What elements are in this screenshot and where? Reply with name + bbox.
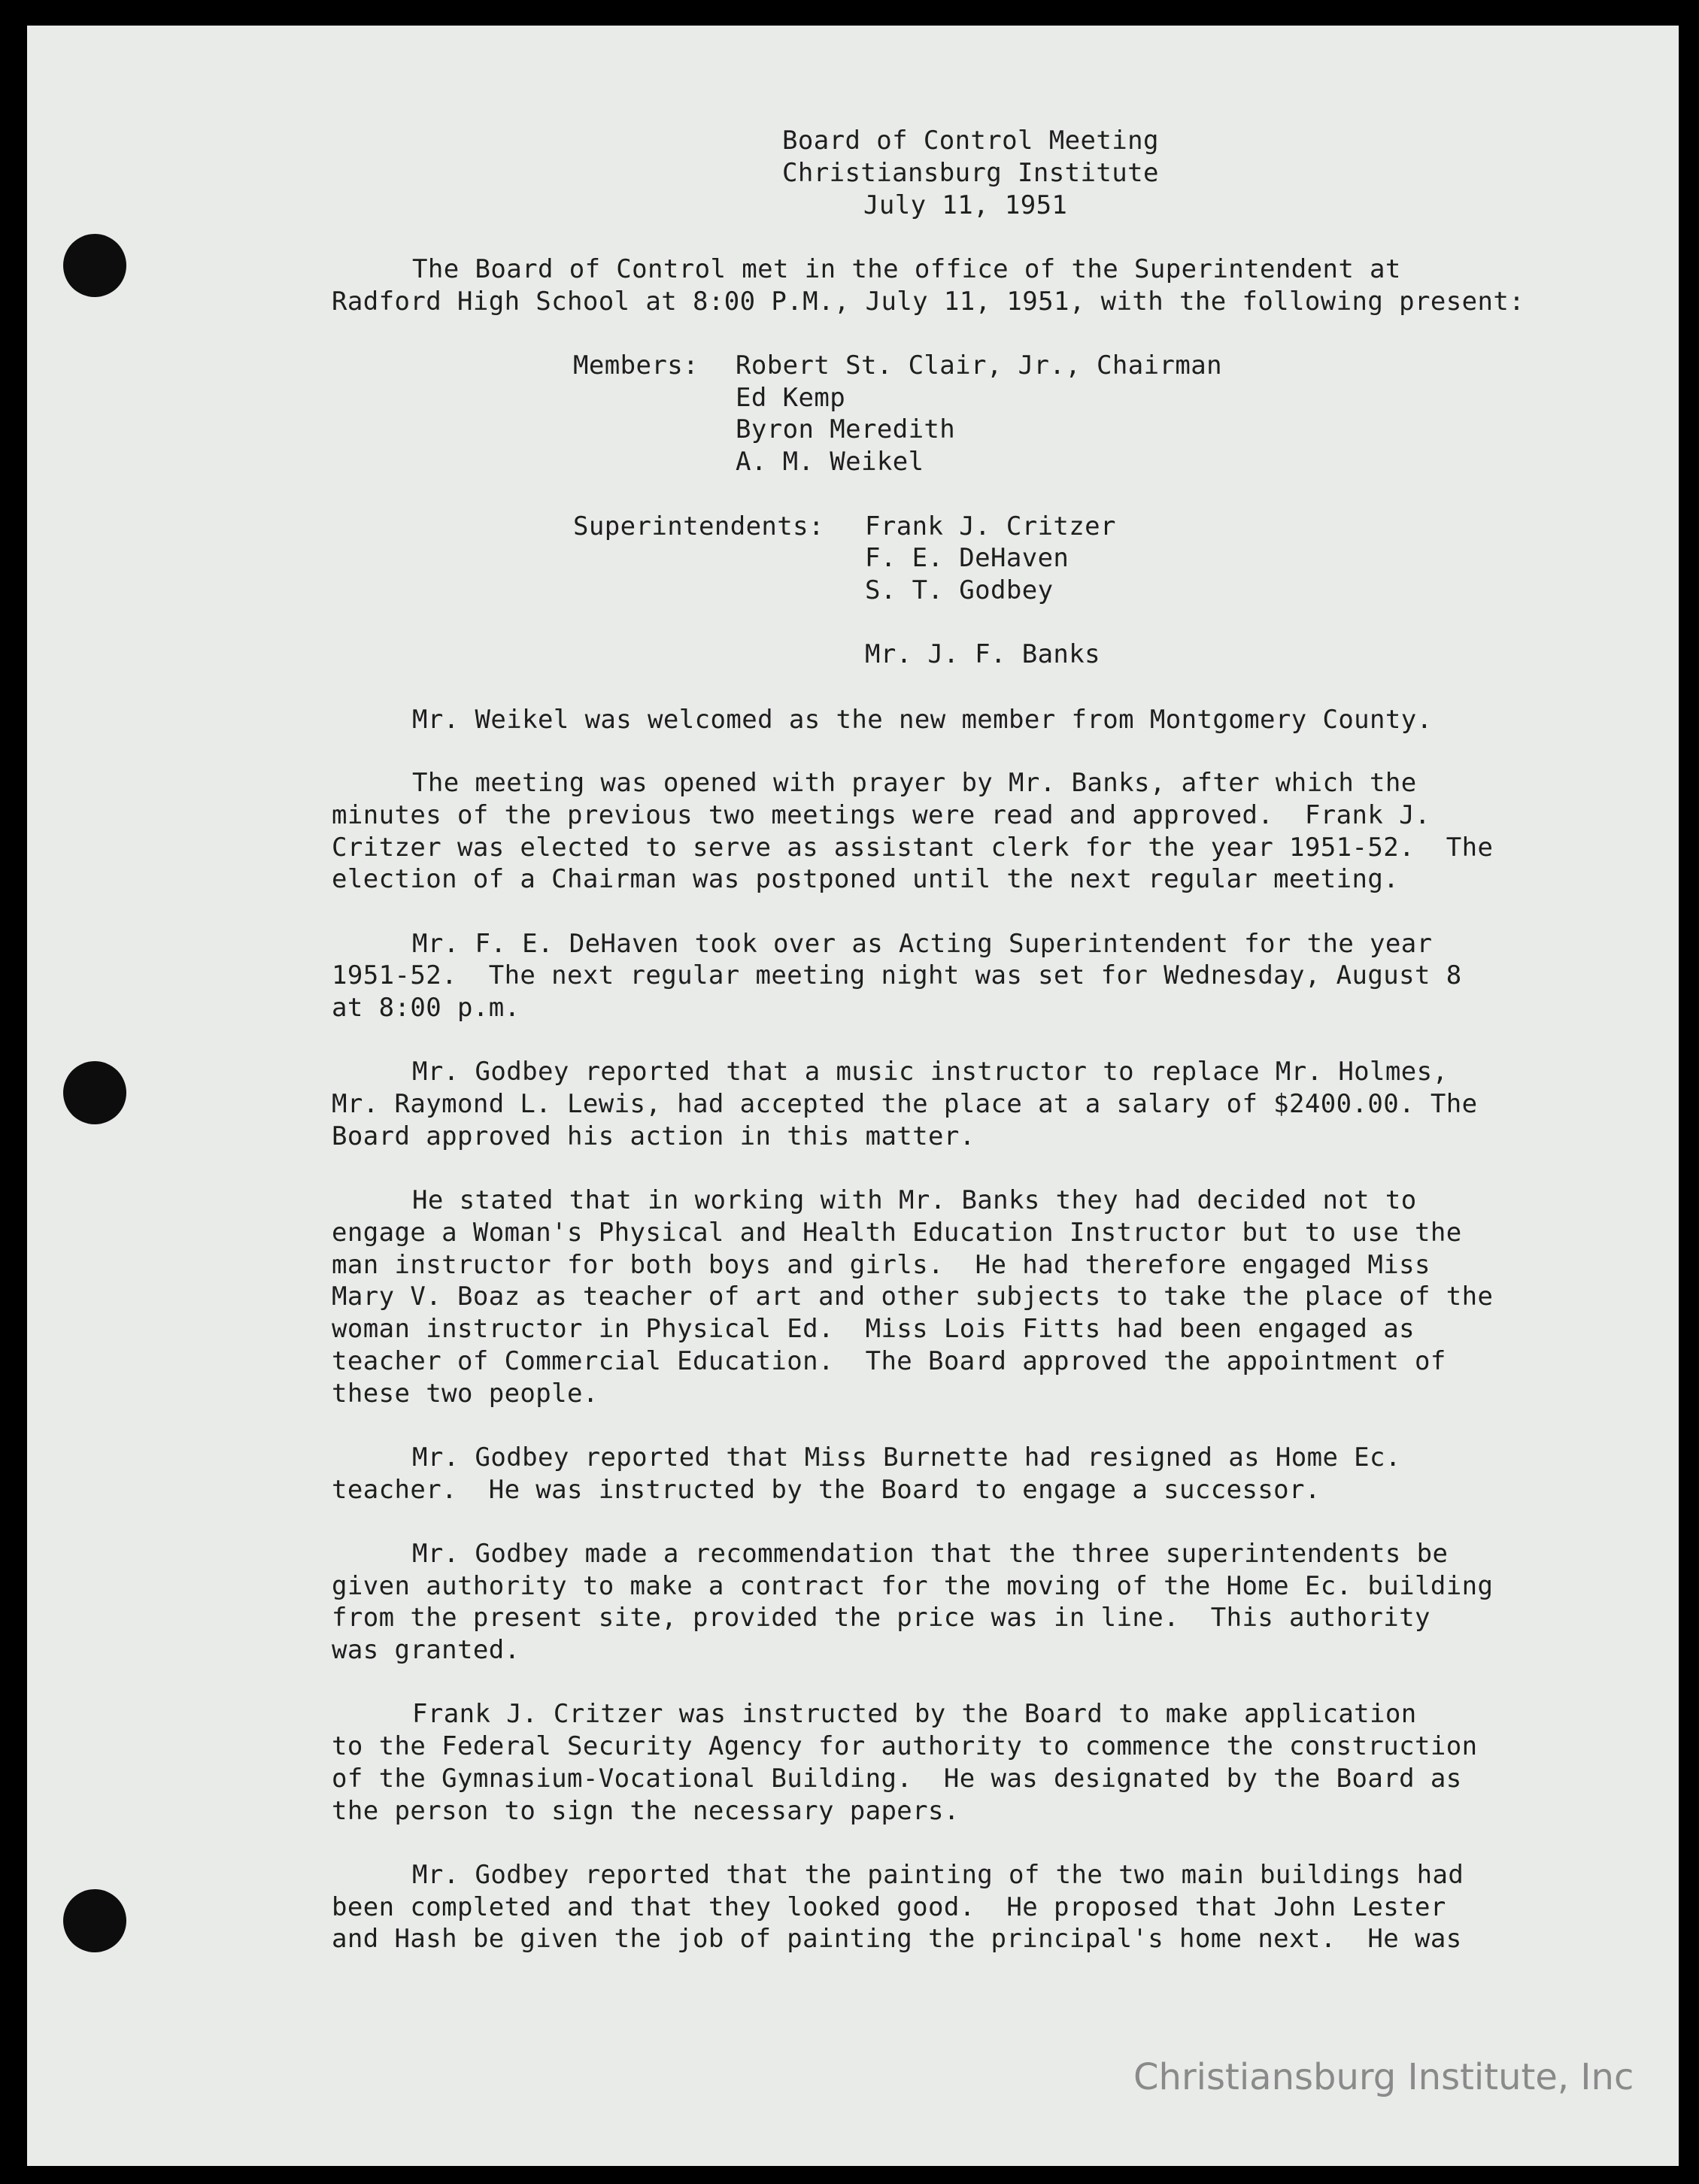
paragraph-line: Frank J. Critzer was instructed by the Board to make application (412, 1699, 1417, 1729)
paragraph-line: these two people. (332, 1379, 599, 1409)
meeting-date: July 11, 1951 (863, 190, 1068, 220)
superintendent-name: Frank J. Critzer (865, 511, 1116, 541)
member-name: Robert St. Clair, Jr., Chairman (736, 350, 1222, 381)
paragraph-line: was granted. (332, 1635, 520, 1665)
superintendent-name: S. T. Godbey (865, 575, 1054, 605)
paragraph-line: Board approved his action in this matter. (332, 1121, 975, 1151)
paragraph-line: the person to sign the necessary papers. (332, 1796, 960, 1826)
paragraph-line: Mr. Godbey reported that the painting of the two main buildings had (412, 1860, 1464, 1890)
paragraph-line: been completed and that they looked good. He proposed that John Lester (332, 1892, 1446, 1922)
binder-hole-top (63, 234, 126, 297)
intro-line: Radford High School at 8:00 P.M., July 11, 1951, with the following present: (332, 287, 1525, 317)
meeting-title: Board of Control Meeting (782, 126, 1159, 156)
paragraph-line: Mary V. Boaz as teacher of art and other subjects to take the place of the (332, 1282, 1494, 1312)
paragraph-line: to the Federal Security Agency for authority to commence the construction (332, 1731, 1478, 1761)
paragraph-line: 1951-52. The next regular meeting night was set for Wednesday, August 8 (332, 960, 1462, 990)
member-name: Ed Kemp (736, 383, 846, 413)
paragraph-line: Mr. Weikel was welcomed as the new member from Montgomery County. (412, 705, 1433, 735)
member-name: Byron Meredith (736, 414, 956, 444)
superintendents-label: Superintendents: (573, 511, 824, 541)
binder-hole-middle (63, 1061, 126, 1124)
paragraph-line: and Hash be given the job of painting the principal's home next. He was (332, 1924, 1462, 1954)
paragraph-line: He stated that in working with Mr. Banks they had decided not to (412, 1185, 1417, 1215)
superintendent-name: F. E. DeHaven (865, 543, 1069, 573)
paragraph-line: woman instructor in Physical Ed. Miss Lois Fitts had been engaged as (332, 1314, 1415, 1344)
watermark: Christiansburg Institute, Inc (1133, 2056, 1634, 2098)
attendee-name: Mr. J. F. Banks (865, 639, 1101, 669)
paragraph-line: minutes of the previous two meetings were read and approved. Frank J. (332, 800, 1430, 830)
intro-line: The Board of Control met in the office of the Superintendent at (412, 254, 1401, 284)
paragraph-line: Critzer was elected to serve as assistant clerk for the year 1951-52. The (332, 833, 1494, 863)
paragraph-line: teacher of Commercial Education. The Board approved the appointment of (332, 1346, 1446, 1376)
paragraph-line: Mr. Godbey reported that Miss Burnette had resigned as Home Ec. (412, 1442, 1401, 1473)
paragraph-line: at 8:00 p.m. (332, 993, 520, 1023)
paragraph-line: given authority to make a contract for the moving of the Home Ec. building (332, 1571, 1494, 1601)
paragraph-line: engage a Woman's Physical and Health Education Instructor but to use the (332, 1218, 1462, 1248)
paragraph-line: Mr. Godbey made a recommendation that the three superintendents be (412, 1539, 1449, 1569)
member-name: A. M. Weikel (736, 447, 924, 477)
paragraph-line: Mr. Raymond L. Lewis, had accepted the place at a salary of $2400.00. The (332, 1089, 1478, 1119)
paragraph-line: Mr. Godbey reported that a music instructor to replace Mr. Holmes, (412, 1057, 1449, 1087)
paragraph-line: from the present site, provided the price was in line. This authority (332, 1603, 1430, 1633)
paragraph-line: The meeting was opened with prayer by Mr. Banks, after which the (412, 768, 1417, 798)
members-label: Members: (573, 350, 699, 381)
paragraph-line: man instructor for both boys and girls. He had therefore engaged Miss (332, 1250, 1430, 1280)
paragraph-line: teacher. He was instructed by the Board to engage a successor. (332, 1475, 1321, 1505)
paragraph-line: of the Gymnasium-Vocational Building. He was designated by the Board as (332, 1764, 1462, 1794)
paragraph-line: election of a Chairman was postponed until the next regular meeting. (332, 864, 1400, 894)
binder-hole-bottom (63, 1889, 126, 1952)
institution-name: Christiansburg Institute (782, 158, 1159, 188)
paragraph-line: Mr. F. E. DeHaven took over as Acting Superintendent for the year (412, 929, 1433, 959)
